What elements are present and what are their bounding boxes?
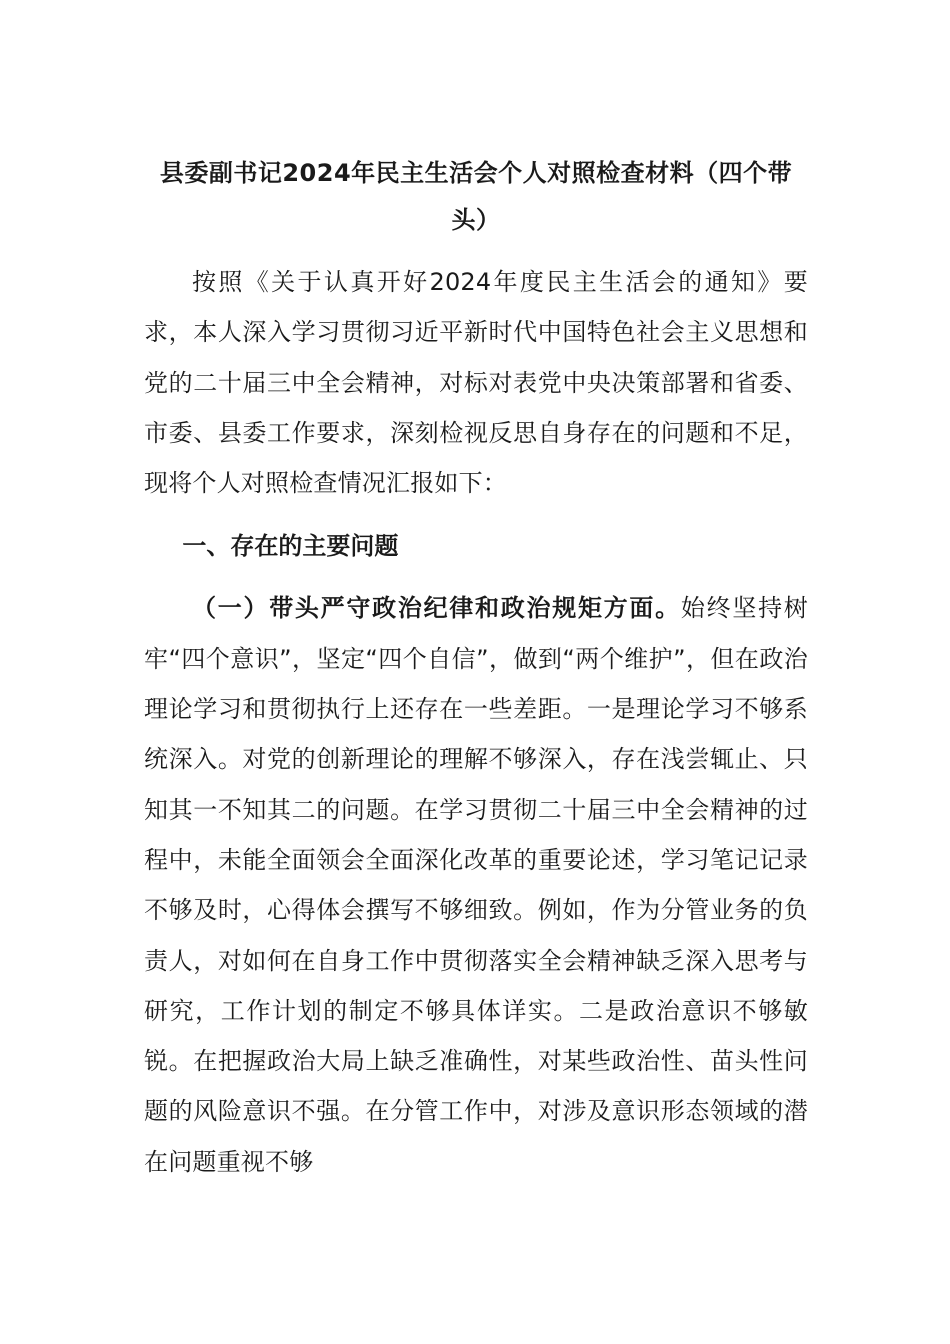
subsection-body: 始终坚持树牢“四个意识”，坚定“四个自信”，做到“两个维护”，但在政治理论学习和贯彻执行上还存在一些差距。一是理论学习不够系统深入。对党的创新理论的理解不够深入，存在浅尝辄止、只知其一不知其二的问题。在学习贯彻二十届三中全会精神的过程中，未能全面领会全面深化改革的重要论述，学习笔记记录不够及时，心得体会撰写不够细致。例如，作为分管业务的负责人，对如何在自身工作中贯彻落实全会精神缺乏深入思考与研究，工作计划的制定不够具体详实。二是政治意识不够敏锐。在把握政治大局上缺乏准确性，对某些政治性、苗头性问题的风险意识不强。在分管工作中，对涉及意识形态领域的潜在问题重视不够	[144, 594, 808, 1176]
intro-paragraph: 按照《关于认真开好2024年度民主生活会的通知》要求，本人深入学习贯彻习近平新时代中国特色社会主义思想和党的二十届三中全会精神，对标对表党中央决策部署和省委、市委、县委工作要求，深刻检视反思自身存在的问题和不足，现将个人对照检查情况汇报如下：	[144, 268, 808, 498]
subsection-lead: （一）带头严守政治纪律和政治规矩方面。	[192, 594, 681, 623]
subsection-paragraph	[144, 583, 808, 1187]
document-title: 县委副书记2024年民主生活会个人对照检查材料（四个带头）	[159, 159, 793, 234]
document-page	[144, 150, 808, 1187]
section-heading: 一、存在的主要问题	[182, 532, 399, 561]
